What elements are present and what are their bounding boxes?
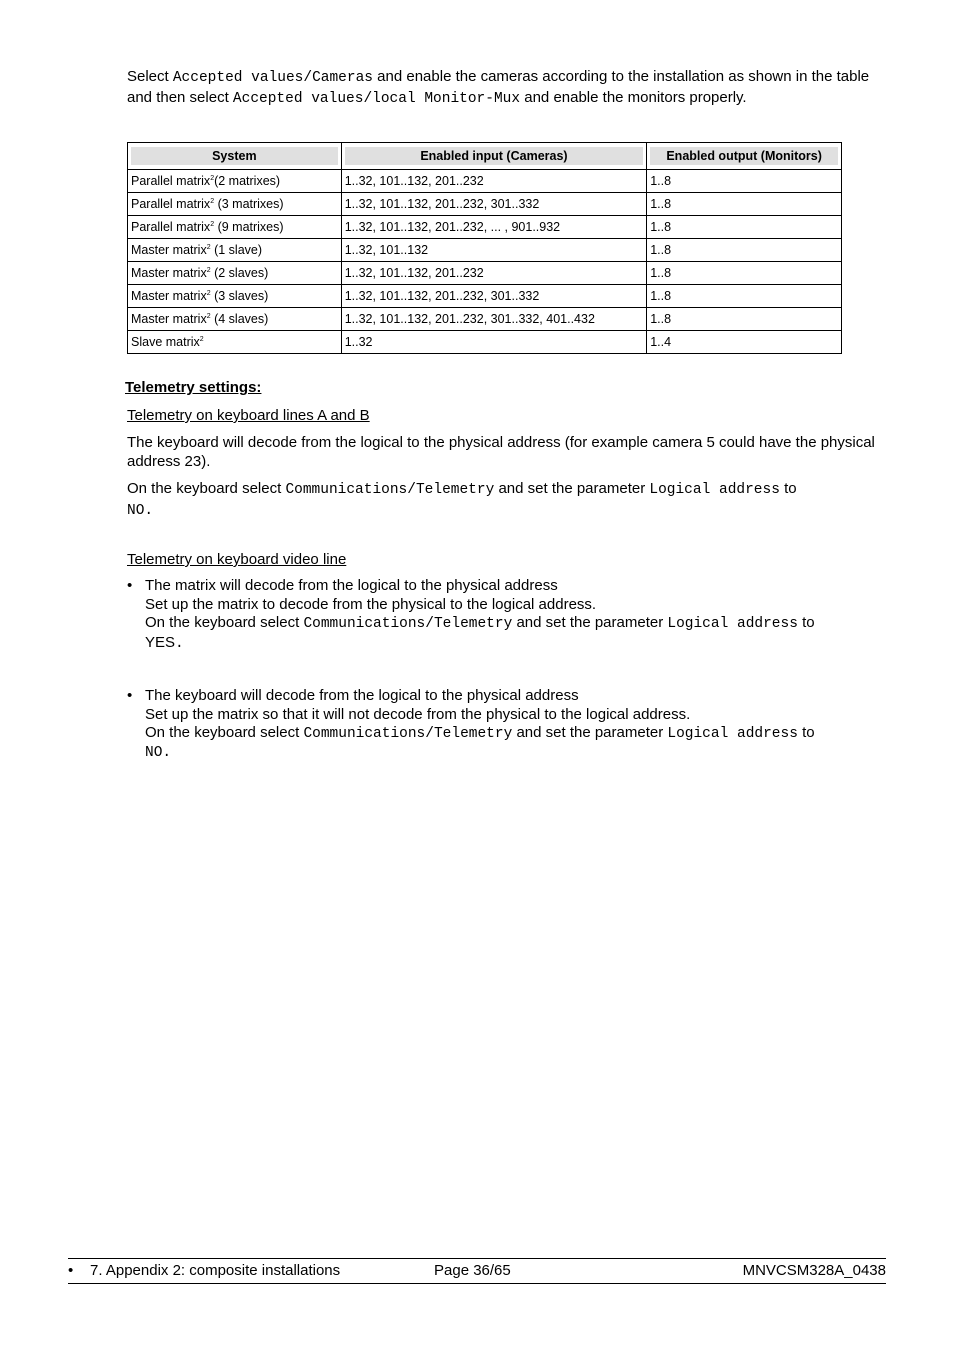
menu-path-cameras: Accepted values/Cameras: [172, 70, 373, 86]
cell-input: 1..32: [341, 331, 647, 354]
table-row: [128, 193, 842, 216]
bullet-icon: •: [127, 577, 133, 594]
table-row: [128, 239, 842, 262]
intro-text: Select: [127, 68, 173, 85]
cell-input: 1..32, 101..132, 201..232: [341, 170, 647, 193]
menu-path-telemetry: Communications/Telemetry: [303, 726, 513, 742]
menu-path-telemetry: Communications/Telemetry: [285, 482, 495, 498]
table-row: [128, 285, 842, 308]
cell-input: 1..32, 101..132, 201..232, ... , 901..932: [341, 216, 647, 239]
footer-page-number: Page 36/65: [434, 1262, 511, 1279]
subheading-lines-ab: Telemetry on keyboard lines A and B: [127, 407, 370, 424]
intro-text: and enable the cameras according to the installation as shown in the table and then select: [127, 68, 870, 106]
table-header-row: [128, 143, 842, 170]
page-footer: [68, 1258, 886, 1284]
table-row: [128, 331, 842, 354]
cell-system: Master matrix$^2$ (3 slaves): [128, 285, 342, 308]
table-row: [128, 170, 842, 193]
menu-path-telemetry: Communications/Telemetry: [303, 616, 513, 632]
intro-text: and enable the monitors properly.: [520, 89, 747, 106]
footer-bullet-icon: •: [68, 1262, 74, 1279]
cell-system: Slave matrix$^2$: [128, 331, 342, 354]
table-row: [128, 216, 842, 239]
intro-paragraph: [127, 67, 879, 109]
param-logical-address: Logical address: [649, 482, 780, 498]
table-row: [128, 262, 842, 285]
cell-output: 1..8: [647, 262, 842, 285]
cell-system: Parallel matrix$^2$ (3 matrixes): [128, 193, 342, 216]
cell-input: 1..32, 101..132: [341, 239, 647, 262]
cell-output: 1..8: [647, 170, 842, 193]
value-no: NO.: [145, 744, 172, 761]
cell-output: 1..4: [647, 331, 842, 354]
cell-input: 1..32, 101..132, 201..232, 301..332: [341, 193, 647, 216]
cell-output: 1..8: [647, 285, 842, 308]
cell-system: Parallel matrix$^2$ (9 matrixes): [128, 216, 342, 239]
param-logical-address: Logical address: [667, 726, 798, 742]
cell-system: Master matrix$^2$ (4 slaves): [128, 308, 342, 331]
header-system: System: [128, 143, 342, 170]
telemetry-heading: Telemetry settings:: [125, 379, 262, 396]
footer-section: 7. Appendix 2: composite installations: [90, 1262, 341, 1279]
system-table: [127, 142, 842, 354]
table-row: [128, 308, 842, 331]
paragraph-keyboard-select: On the keyboard select Communications/Telemetry and set the parameter Logical address to NO.: [127, 480, 797, 519]
cell-system: Master matrix$^2$ (2 slaves): [128, 262, 342, 285]
subheading-video-line: Telemetry on keyboard video line: [127, 551, 347, 568]
cell-output: 1..8: [647, 193, 842, 216]
param-logical-address: Logical address: [667, 616, 798, 632]
paragraph-keyboard-decode: The keyboard will decode from the logical to the physical address (for example camera 5 could have the physical address 23).: [127, 434, 875, 470]
cell-system: Parallel matrix$^2$(2 matrixes): [128, 170, 342, 193]
header-output: Enabled output (Monitors): [647, 143, 842, 170]
header-input: Enabled input (Cameras): [341, 143, 647, 170]
value-yes: YES: [145, 633, 176, 651]
cell-input: 1..32, 101..132, 201..232, 301..332: [341, 285, 647, 308]
value-no: NO.: [127, 503, 154, 519]
cell-input: 1..32, 101..132, 201..232, 301..332, 401..432: [341, 308, 647, 331]
menu-path-monitor-mux: Accepted values/local Monitor-Mux: [232, 91, 521, 107]
bullet-icon: •: [127, 687, 133, 704]
cell-output: 1..8: [647, 216, 842, 239]
footer-doc-code: MNVCSM328A_0438: [742, 1262, 886, 1279]
cell-input: 1..32, 101..132, 201..232: [341, 262, 647, 285]
cell-output: 1..8: [647, 308, 842, 331]
cell-system: Master matrix$^2$ (1 slave): [128, 239, 342, 262]
cell-output: 1..8: [647, 239, 842, 262]
